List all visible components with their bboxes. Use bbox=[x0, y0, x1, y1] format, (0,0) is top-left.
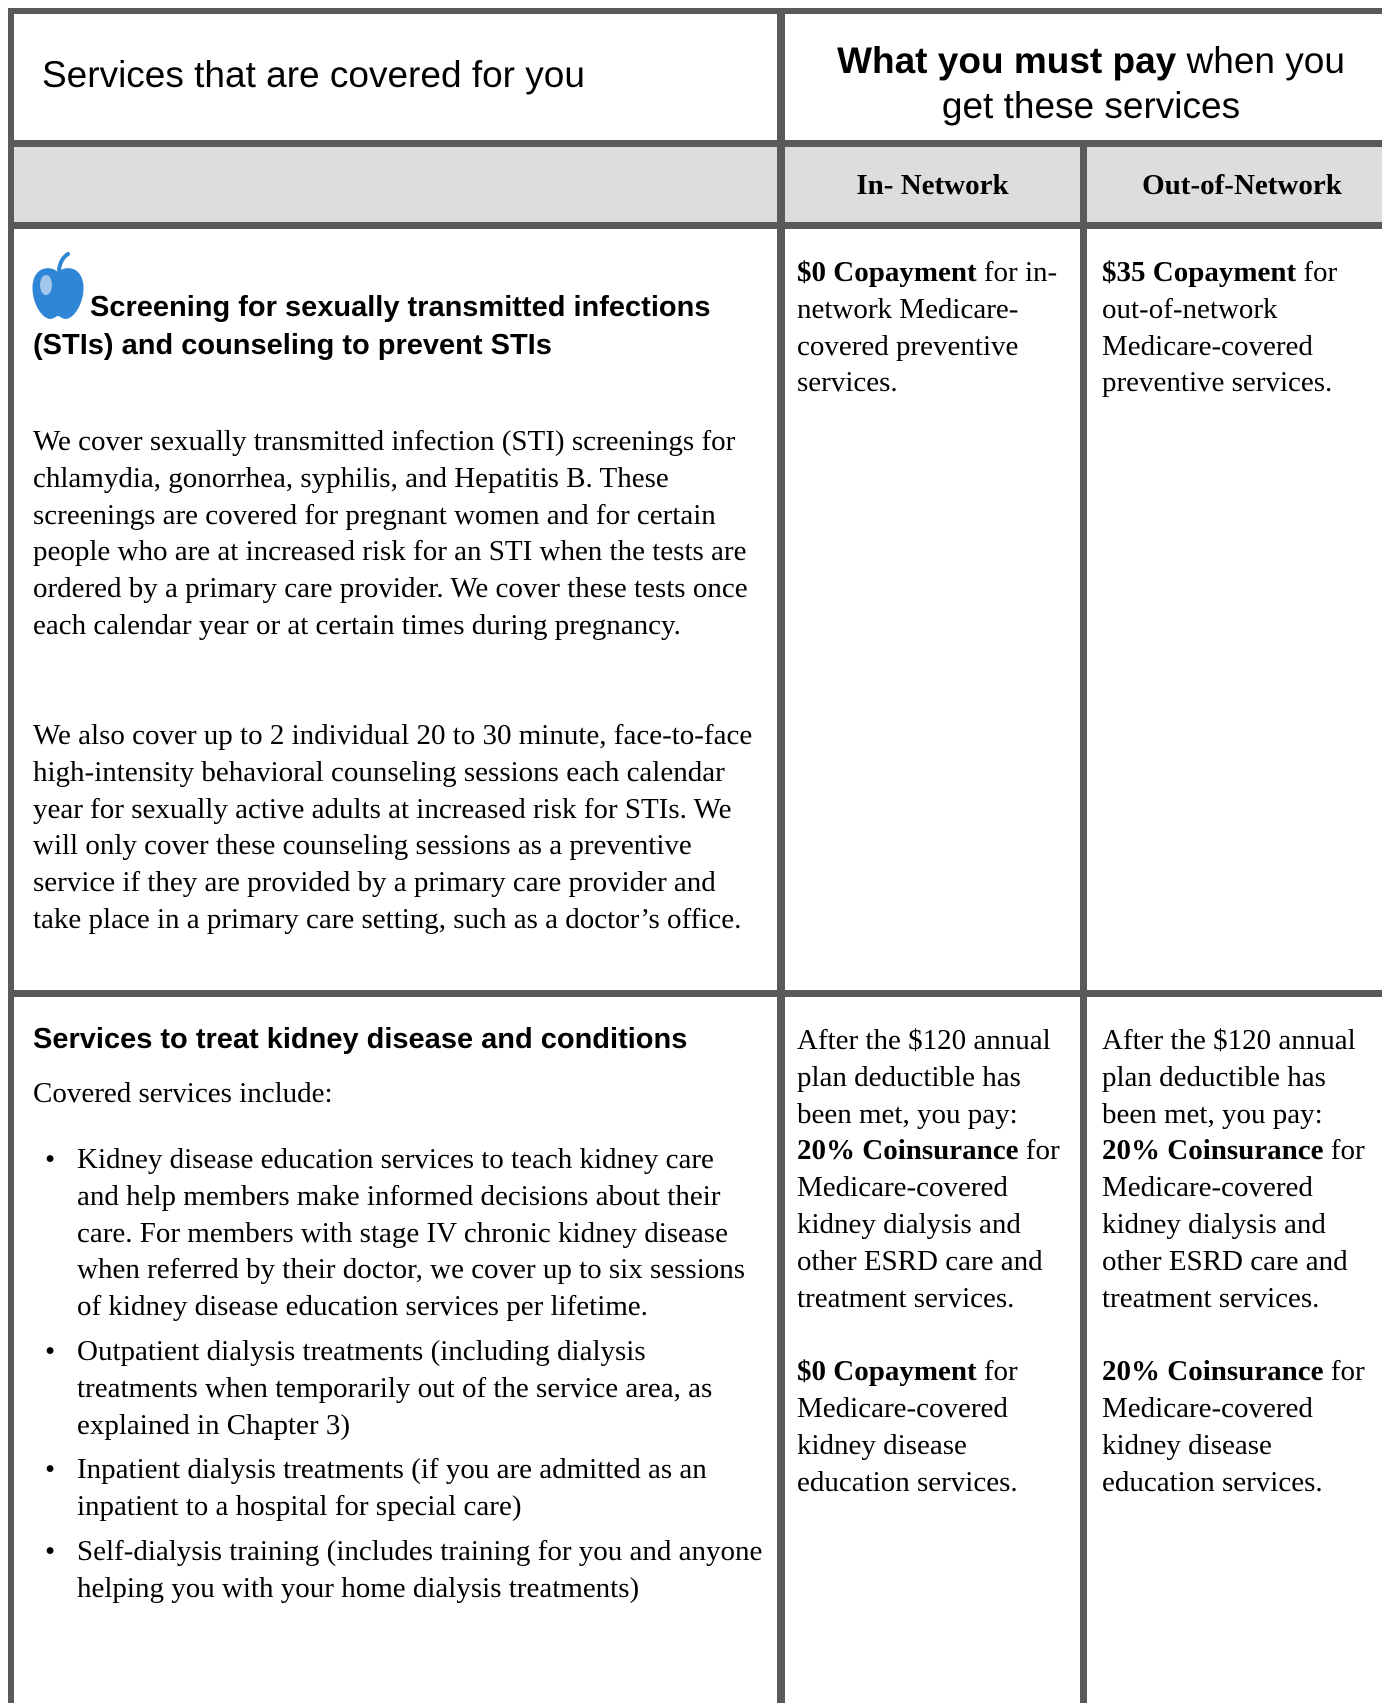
border-row-1 bbox=[8, 140, 1382, 147]
border-row-2 bbox=[8, 222, 1382, 229]
row1-in-rest: for in-network Medicare-covered preventive services. bbox=[797, 256, 1058, 399]
header-pay-rest: when you bbox=[1176, 40, 1345, 81]
row2-in-p2-bold: $0 Copayment bbox=[797, 1355, 977, 1388]
bullet-icon: • bbox=[45, 1453, 56, 1486]
border-top bbox=[8, 8, 1382, 14]
row2-title: Services to treat kidney disease and conditions bbox=[33, 1023, 688, 1055]
header-pay-bold: What you must pay bbox=[837, 40, 1177, 81]
header-what-you-pay bbox=[790, 38, 1382, 128]
row2-bullet-list bbox=[33, 1141, 763, 1615]
list-item bbox=[33, 1141, 763, 1325]
header-in-network: In- Network bbox=[856, 169, 1009, 201]
row1-para1: We cover sexually transmitted infection (STI) screenings for chlamydia, gonorrhea, syphilis, and Hepatitis B. These screenings are covered for pregnant women and for certain people who are at increased risk for an STI when the tests are ordered by a primary care provider. We cover these tests once each calendar year or at certain times during pregnancy. bbox=[33, 425, 748, 641]
list-item bbox=[33, 1333, 763, 1443]
bullet-text: Inpatient dialysis treatments (if you are admitted as an inpatient to a hospital for special care) bbox=[77, 1453, 707, 1523]
row2-out-p2-rest: for Medicare-covered kidney disease education services. bbox=[1102, 1355, 1365, 1498]
list-item bbox=[33, 1533, 763, 1607]
row2-in-network-cost bbox=[797, 1022, 1069, 1500]
row2-out-p1-rest: for Medicare-covered kidney dialysis and other ESRD care and treatment services. bbox=[1102, 1134, 1365, 1314]
bullet-icon: • bbox=[45, 1334, 56, 1367]
row1-title: Screening for sexually transmitted infections (STIs) and counseling to prevent STIs bbox=[33, 291, 711, 361]
header-services: Services that are covered for you bbox=[42, 54, 585, 95]
row1-in-network-cost bbox=[797, 254, 1069, 401]
border-divider-1 bbox=[777, 8, 785, 1703]
list-item bbox=[33, 1451, 763, 1525]
row1-out-bold: $35 Copayment bbox=[1102, 256, 1297, 288]
border-divider-2 bbox=[1080, 146, 1087, 1703]
row2-intro: Covered services include: bbox=[33, 1077, 333, 1109]
header-pay-line2: get these services bbox=[941, 85, 1241, 126]
row2-out-network-cost bbox=[1102, 1022, 1372, 1500]
row2-in-p1: After the $120 annual plan deductible has been met, you pay: bbox=[797, 1024, 1051, 1130]
bullet-icon: • bbox=[45, 1534, 56, 1567]
row2-out-p2-bold: 20% Coinsurance bbox=[1102, 1355, 1324, 1388]
header-out-network: Out-of-Network bbox=[1142, 169, 1342, 201]
border-row-3 bbox=[8, 990, 1382, 997]
row2-out-p1: After the $120 annual plan deductible has been met, you pay: bbox=[1102, 1024, 1356, 1130]
row2-in-p1-bold: 20% Coinsurance bbox=[797, 1134, 1019, 1167]
bullet-text: Outpatient dialysis treatments (including dialysis treatments when temporarily out of the service area, as explained in Chapter 3) bbox=[77, 1334, 713, 1441]
border-left bbox=[8, 8, 14, 1703]
row2-in-p2-rest: for Medicare-covered kidney disease education services. bbox=[797, 1355, 1018, 1498]
bullet-text: Self-dialysis training (includes training for you and anyone helping you with your home dialysis treatments) bbox=[77, 1534, 763, 1604]
row1-out-network-cost bbox=[1102, 254, 1382, 401]
row1-para2: We also cover up to 2 individual 20 to 30 minute, face-to-face high-intensity behavioral counseling sessions each calendar year for sexually active adults at increased risk for STIs. We will only cover these counseling sessions as a preventive service if they are provided by a primary care provider and take place in a primary care setting, such as a doctor’s office. bbox=[33, 719, 753, 935]
row2-out-p1-bold: 20% Coinsurance bbox=[1102, 1134, 1324, 1167]
bullet-text: Kidney disease education services to teach kidney care and help members make informed decisions about their care. For members with stage IV chronic kidney disease when referred by their doctor, we cover up to six sessions of kidney disease education services per lifetime. bbox=[77, 1143, 746, 1323]
row1-in-bold: $0 Copayment bbox=[797, 256, 977, 288]
bullet-icon: • bbox=[45, 1143, 56, 1175]
row2-in-p1-rest: for Medicare-covered kidney dialysis and other ESRD care and treatment services. bbox=[797, 1134, 1060, 1314]
row1-out-rest: for out-of-network Medicare-covered preventive services. bbox=[1102, 256, 1338, 399]
